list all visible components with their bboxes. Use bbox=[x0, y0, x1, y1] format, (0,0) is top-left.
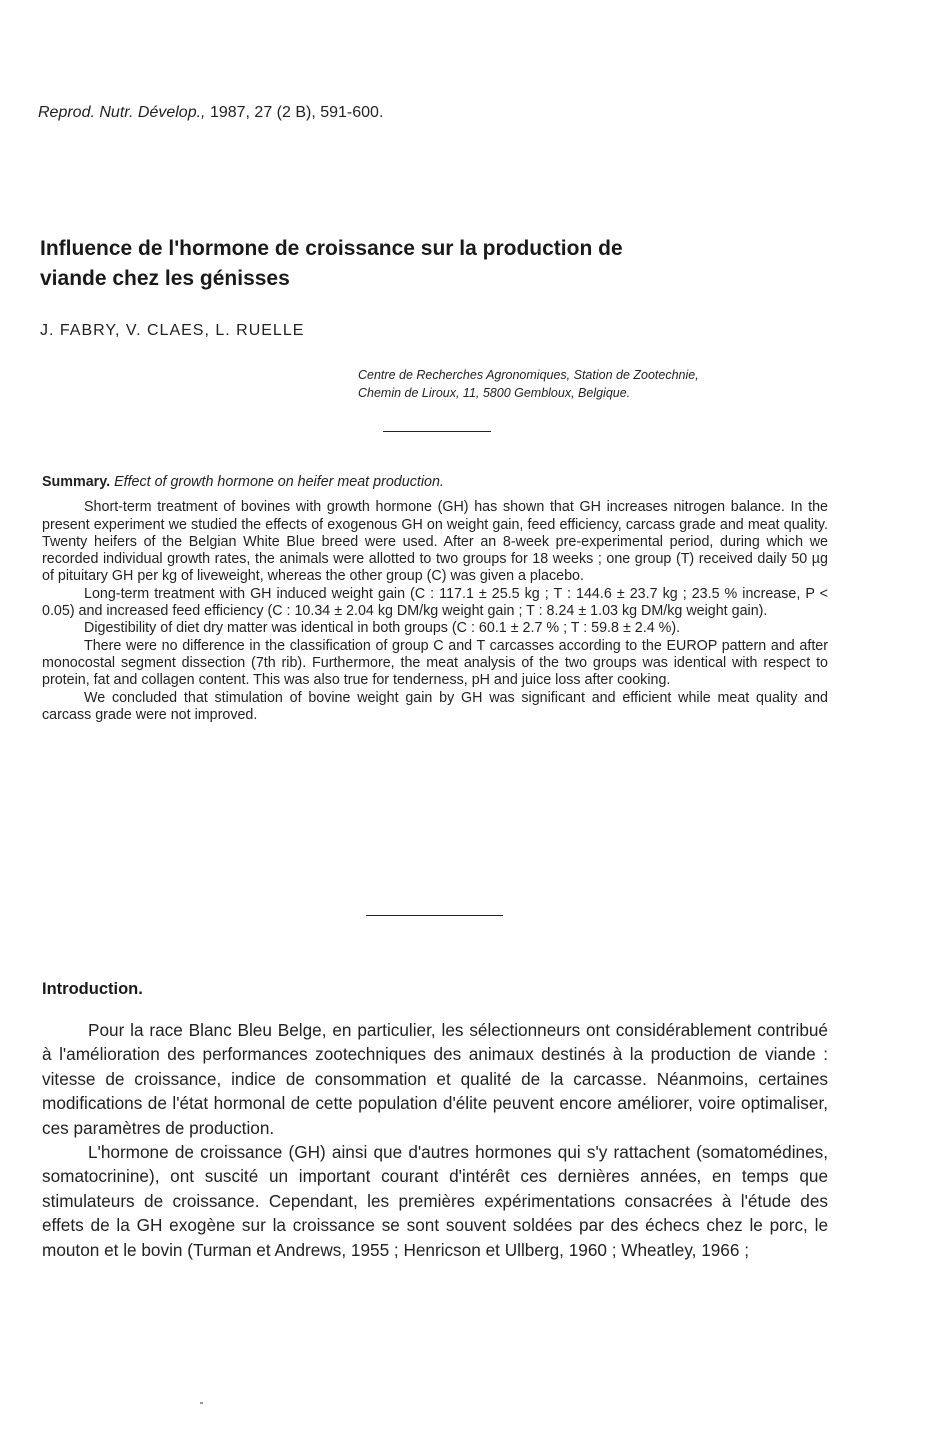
affiliation-line-1: Centre de Recherches Agronomiques, Station de Zootechnie, bbox=[358, 368, 699, 382]
summary-paragraph: We concluded that stimulation of bovine weight gain by GH was significant and efficient while meat quality and carcass grade were not improved. bbox=[42, 689, 828, 723]
summary-section bbox=[42, 474, 828, 724]
separator-rule bbox=[366, 915, 503, 916]
author-list: J. FABRY, V. CLAES, L. RUELLE bbox=[40, 322, 305, 339]
journal-citation bbox=[38, 104, 738, 122]
summary-paragraph: Short-term treatment of bovines with growth hormone (GH) has shown that GH increases nitrogen balance. In the present experiment we studied the effects of exogenous GH on weight gain, feed efficiency, carcass grade and meat quality. Twenty heifers of the Belgian White Blue breed were used. After an 8-week pre-experimental period, during which we recorded individual growth rates, the animals were allotted to two groups for 18 weeks ; one group (T) received daily 50 µg of pituitary GH per kg of liveweight, whereas the other group (C) was given a placebo. bbox=[42, 499, 828, 585]
article-title bbox=[40, 234, 860, 294]
summary-paragraph: There were no difference in the classification of group C and T carcasses according to the EUROP pattern and after monocostal segment dissection (7th rib). Furthermore, the meat analysis of the two groups was identical with respect to protein, fat and collagen content. This was also true for tenderness, pH and juice loss after cooking. bbox=[42, 637, 828, 689]
affiliation-line-2: Chemin de Liroux, 11, 5800 Gembloux, Belgique. bbox=[358, 386, 631, 400]
introduction-heading: Introduction. bbox=[42, 980, 143, 998]
introduction-paragraph: Pour la race Blanc Bleu Belge, en particulier, les sélectionneurs ont considérablement contribué à l'amélioration des performances zootechniques des animaux destinés à la production de viande : vitesse de croissance, indice de consommation et qualité de la carcasse. Néanmoins, certaines modifications de l'état hormonal de cette population d'élite peuvent encore améliorer, voire optimaliser, ces paramètres de production. bbox=[42, 1020, 828, 1138]
author-affiliation bbox=[358, 366, 848, 402]
introduction-paragraph: L'hormone de croissance (GH) ainsi que d'autres hormones qui s'y rattachent (somatomédines, somatocrinine), ont suscité un important courant d'intérêt ces dernières années, en temps que stimulateurs de croissance. Cependant, les premières expérimentations consacrées à l'étude des effets de la GH exogène sur la croissance se sont souvent soldées par des échecs chez le porc, le mouton et le bovin (Turman et Andrews, 1955 ; Henricson et Ullberg, 1960 ; Wheatley, 1966 ; bbox=[42, 1142, 828, 1260]
separator-rule bbox=[383, 431, 491, 432]
journal-year-volume: 1987, 27 (2 B), 591-600. bbox=[209, 104, 384, 121]
title-line-1: Influence de l'hormone de croissance sur la production de bbox=[40, 237, 623, 260]
summary-paragraph: Long-term treatment with GH induced weight gain (C : 117.1 ± 25.5 kg ; T : 144.6 ± 23.7 kg ; 23.5 % increase, P < 0.05) and increased feed efficiency (C : 10.34 ± 2.04 kg DM/kg weight gain ; T : 8.24 ± 1.03 kg DM/kg weight gain). bbox=[42, 585, 828, 620]
summary-label: Summary. bbox=[42, 474, 111, 490]
title-line-2: viande chez les génisses bbox=[40, 267, 290, 290]
summary-subtitle: Effect of growth hormone on heifer meat production. bbox=[114, 474, 444, 490]
introduction-body bbox=[42, 1018, 828, 1262]
journal-name: Reprod. Nutr. Dévelop., bbox=[38, 104, 206, 121]
summary-heading bbox=[42, 474, 828, 491]
summary-paragraph: Digestibility of diet dry matter was identical in both groups (C : 60.1 ± 2.7 % ; T : 59.8 ± 2.4 %). bbox=[84, 620, 681, 637]
scan-speck bbox=[200, 1402, 203, 1404]
